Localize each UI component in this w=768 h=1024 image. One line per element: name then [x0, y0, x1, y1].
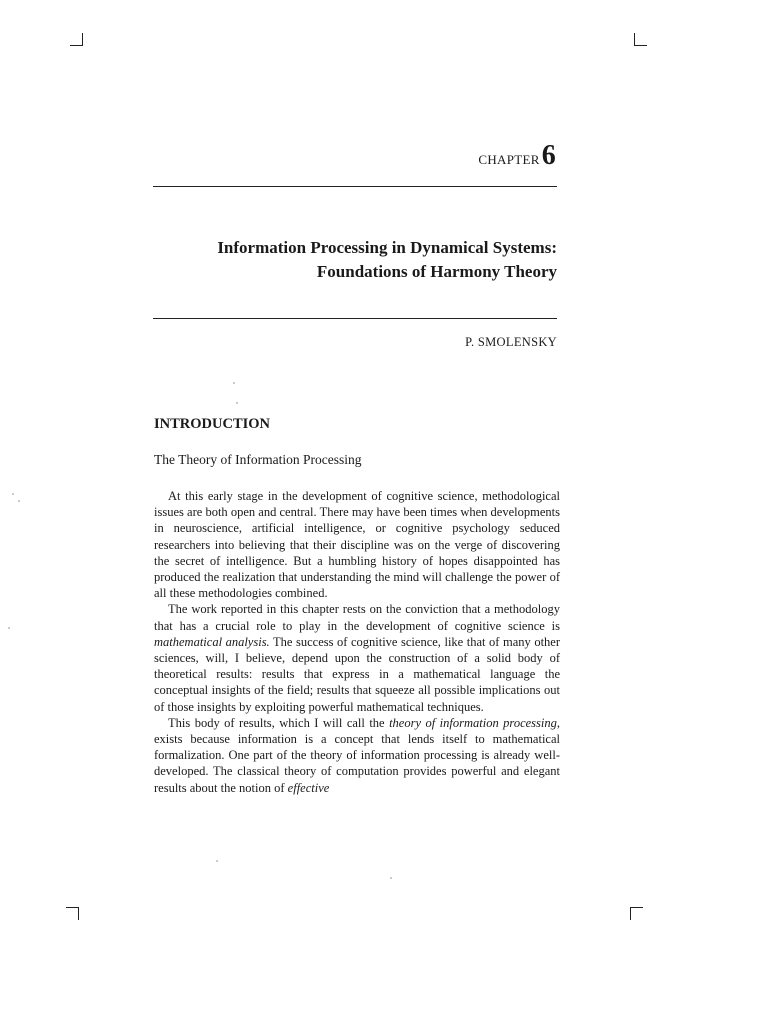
crop-mark-top-left: [70, 33, 83, 46]
paragraph-2-emphasis: mathematical analysis.: [154, 634, 270, 649]
bottom-rule: [153, 318, 557, 319]
title-line-1: Information Processing in Dynamical Systems:: [217, 238, 557, 257]
chapter-label: [478, 140, 556, 172]
paragraph-2: [154, 601, 560, 714]
section-heading: INTRODUCTION: [154, 416, 271, 432]
title-line-2: Foundations of Harmony Theory: [316, 262, 557, 281]
paragraph-1-text: At this early stage in the development of cognitive science, methodological issues are both open and central. There may have been times when developments in neuroscience, artificial intelligence, or cognitive psychology seduced researchers into believing that their discipline was on the verge of discovering the secret of intelligence. But a humbling history of hopes disappointed has produced the realization that understanding the mind will challenge the power of all these methodologies combined.: [154, 489, 560, 601]
crop-mark-bottom-left: [66, 907, 79, 920]
paragraph-2-text-a: The work reported in this chapter rests on the conviction that a methodology that has a crucial role to play in the development of cognitive science is: [154, 602, 560, 633]
chapter-title: [153, 236, 557, 284]
subsection-heading: The Theory of Information Processing: [154, 452, 362, 467]
paragraph-3-text-a: This body of results, which I will call the: [168, 715, 390, 730]
paragraph-1: [154, 488, 560, 601]
paragraph-2-text-b: The success of cognitive science, like that of many other sciences, will, I believe, depend upon the construction of a solid body of theoretical results: results that express in a mathematical language the conceptual insights of the field; results that squeeze all possible implications out of those insights by exploiting powerful mathematical techniques.: [154, 634, 560, 714]
paragraph-3-emphasis: theory of information processing: [389, 715, 557, 730]
top-rule: [153, 186, 557, 187]
paragraph-3-emphasis-2: effective: [287, 780, 330, 795]
body-text: [154, 488, 560, 796]
author-name: P. SMOLENSKY: [465, 335, 557, 349]
crop-mark-bottom-right: [630, 907, 643, 920]
paragraph-3-text-b: , exists because information is a concept that lends itself to mathematical formalization. One part of the theory of information processing is already well-developed. The classical theory of computation provides powerful and elegant results about the notion of: [154, 715, 560, 795]
paragraph-3: [154, 715, 560, 796]
chapter-number: 6: [541, 140, 556, 171]
crop-mark-top-right: [634, 33, 647, 46]
chapter-word: CHAPTER: [478, 152, 540, 167]
